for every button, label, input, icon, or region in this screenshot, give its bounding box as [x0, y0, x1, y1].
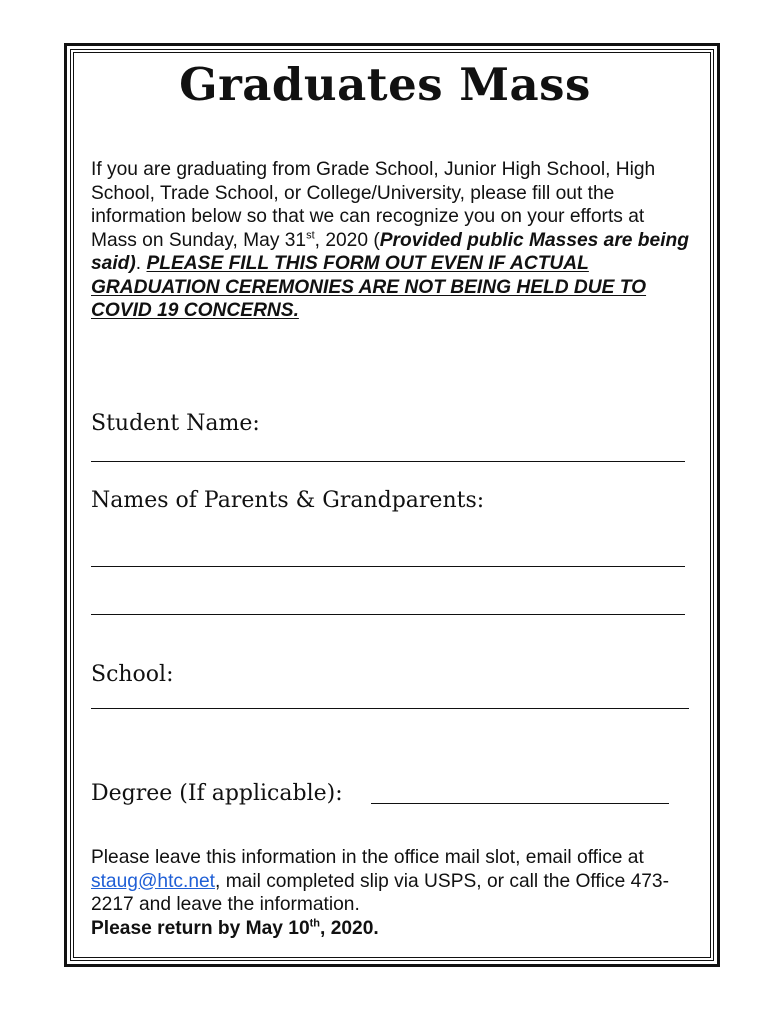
return-deadline — [91, 918, 379, 939]
intro-text-2: , 2020 ( — [314, 229, 380, 251]
degree-label: Degree (If applicable): — [91, 781, 343, 806]
intro-paragraph — [91, 158, 691, 323]
return-suffix: , 2020. — [320, 917, 379, 939]
parents-label: Names of Parents & Grandparents: — [91, 488, 485, 513]
footer-instructions — [91, 846, 701, 940]
covid-warning: PLEASE FILL THIS FORM OUT EVEN IF ACTUAL GRADUATION CEREMONIES ARE NOT BEING HELD DUE TO COVID 19 CONCERNS. — [91, 253, 647, 321]
parents-line-2[interactable] — [91, 614, 685, 615]
intro-sup: st — [306, 229, 315, 242]
footer-text: Please leave this information in the office mail slot, email office at — [91, 847, 644, 868]
school-label: School: — [91, 662, 174, 687]
intro-text-3: . — [135, 253, 142, 274]
school-line[interactable] — [91, 708, 689, 709]
footer-text-2: , mail completed slip via USPS, or call the Office 473-2217 and leave the information. — [91, 870, 669, 915]
student-name-label: Student Name: — [91, 411, 260, 436]
return-sup: th — [309, 917, 321, 930]
page-title: Graduates Mass — [179, 58, 591, 111]
return-prefix: Please return by May 10 — [91, 917, 310, 939]
parents-line-1[interactable] — [91, 566, 685, 567]
student-name-line[interactable] — [91, 461, 685, 462]
degree-line[interactable] — [371, 803, 669, 804]
intro-emphasis: Provided public Masses are being said) — [91, 229, 689, 274]
email-link[interactable]: staug@htc.net — [91, 870, 216, 892]
intro-text: If you are graduating from Grade School, Junior High School, High School, Trade School, or College/University, please fill out the information below so that we can recognize you on your efforts at Mass on Sunday, May 31 — [91, 159, 656, 251]
